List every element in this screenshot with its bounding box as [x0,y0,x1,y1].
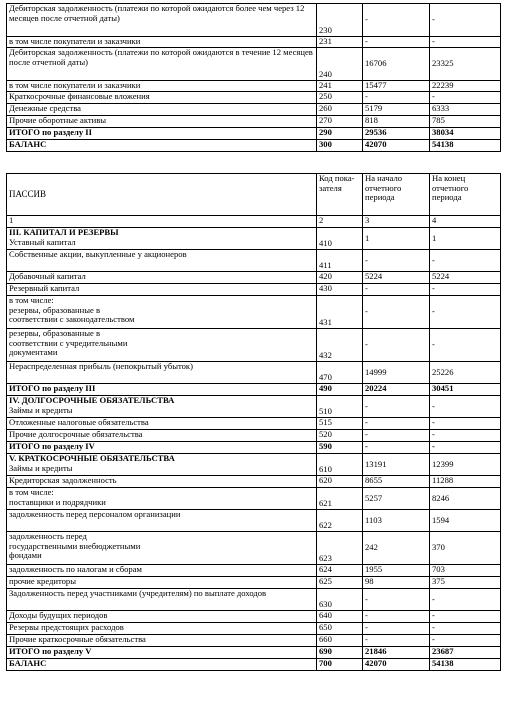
row-code: 624 [317,565,363,577]
table-row [7,362,501,384]
row-label: Нераспределенная прибыль (непокрытый убыток) [7,362,317,384]
row-code: 250 [317,92,363,104]
row-end-value: 5224 [430,272,501,284]
row-end-value: 23325 [430,48,501,81]
row-code: 623 [317,532,363,565]
row-start-value: - [363,284,430,296]
table-row [7,384,501,396]
table-row [7,454,501,476]
row-code: 515 [317,418,363,430]
row-label: Добавочный капитал [7,272,317,284]
table-row [7,532,501,565]
row-label: БАЛАНС [7,659,317,671]
row-end-value: 375 [430,577,501,589]
row-label: задолженность перед государственными внебюджетными фондами [7,532,317,565]
row-code: 430 [317,284,363,296]
row-label: Прочие краткосрочные обязательства [7,635,317,647]
row-end-value: - [430,37,501,48]
row-start-value: 5224 [363,272,430,284]
row-code: 230 [317,4,363,37]
row-label [7,454,317,476]
row-label: в том числе: резервы, образованные в соответствии с законодательством [7,296,317,329]
row-label: Резервы предстоящих расходов [7,623,317,635]
table-row [7,430,501,442]
row-start-value: - [363,611,430,623]
row-end-value: 12399 [430,454,501,476]
row-start-value: 242 [363,532,430,565]
row-start-value: - [363,92,430,104]
row-code: 620 [317,476,363,488]
row-start-value: - [363,418,430,430]
row-end-value: 25226 [430,362,501,384]
table-row [7,577,501,589]
row-code: 621 [317,488,363,510]
row-code: 610 [317,454,363,476]
table-row [7,4,501,37]
section-first-item: Займы и кредиты [9,404,73,415]
row-code: 231 [317,37,363,48]
row-start-value: 1103 [363,510,430,532]
row-end-value: - [430,442,501,454]
table-row [7,611,501,623]
row-start-value: 13191 [363,454,430,476]
table-row [7,296,501,329]
row-end-value: - [430,329,501,362]
row-code: 625 [317,577,363,589]
table-row [7,623,501,635]
table-row [7,589,501,611]
row-code: 700 [317,659,363,671]
row-label [7,396,317,418]
column-number-row [7,216,501,228]
table-row [7,128,501,140]
row-code: 290 [317,128,363,140]
row-label: Прочие долгосрочные обязательства [7,430,317,442]
row-end-value: 1594 [430,510,501,532]
row-code: 490 [317,384,363,396]
row-label: прочие кредиторы [7,577,317,589]
row-code: 470 [317,362,363,384]
row-start-value: - [363,37,430,48]
table-row [7,116,501,128]
table-row [7,635,501,647]
column-number-3: 3 [363,216,430,228]
row-start-value: 21846 [363,647,430,659]
row-start-value: 98 [363,577,430,589]
row-end-value: - [430,611,501,623]
row-label: в том числе покупатели и заказчики [7,81,317,92]
header-end: На конец отчетного периода [430,174,501,216]
row-label: ИТОГО по разделу II [7,128,317,140]
row-end-value: 6333 [430,104,501,116]
row-label: Задолженность перед участниками (учредителям) по выплате доходов [7,589,317,611]
row-start-value: - [363,635,430,647]
row-end-value: 703 [430,565,501,577]
table-row [7,104,501,116]
row-start-value: 20224 [363,384,430,396]
header-code: Код пока-зателя [317,174,363,216]
row-end-value: 370 [430,532,501,565]
row-label: Прочие оборотные активы [7,116,317,128]
row-code: 431 [317,296,363,329]
row-code: 660 [317,635,363,647]
row-code: 520 [317,430,363,442]
row-start-value: 8655 [363,476,430,488]
row-end-value: 54138 [430,140,501,152]
row-label: Денежные средства [7,104,317,116]
row-code: 420 [317,272,363,284]
row-label: Собственные акции, выкупленные у акционеров [7,250,317,272]
assets-table [6,3,501,152]
row-end-value: 11288 [430,476,501,488]
row-code: 510 [317,396,363,418]
table-row [7,442,501,454]
row-label: Дебиторская задолженность (платежи по которой ожидаются в течение 12 месяцев после отчетной даты) [7,48,317,81]
assets-table-body [7,4,501,152]
row-label: ИТОГО по разделу IV [7,442,317,454]
row-start-value: 42070 [363,140,430,152]
row-code: 690 [317,647,363,659]
section-first-item: Уставный капитал [9,236,76,247]
header-passive: ПАССИВ [7,174,317,216]
row-end-value: - [430,635,501,647]
row-code: 300 [317,140,363,152]
column-number-1: 1 [7,216,317,228]
row-start-value: - [363,623,430,635]
liabilities-table-body [7,174,501,671]
row-label: в том числе: поставщики и подрядчики [7,488,317,510]
row-code: 650 [317,623,363,635]
row-end-value: - [430,430,501,442]
table-row [7,228,501,250]
row-end-value: 30451 [430,384,501,396]
row-code: 260 [317,104,363,116]
header-start: На начало отчетного периода [363,174,430,216]
row-end-value: 8246 [430,488,501,510]
row-label: Резервный капитал [7,284,317,296]
row-start-value: 29536 [363,128,430,140]
row-start-value: 1 [363,228,430,250]
table-row [7,659,501,671]
row-start-value: 16706 [363,48,430,81]
liabilities-table [6,173,501,671]
row-end-value: 22239 [430,81,501,92]
table-row [7,329,501,362]
row-label: в том числе покупатели и заказчики [7,37,317,48]
table-row [7,140,501,152]
row-start-value: - [363,442,430,454]
row-code: 590 [317,442,363,454]
row-label: задолженность перед персоналом организации [7,510,317,532]
row-code: 640 [317,611,363,623]
row-start-value: - [363,296,430,329]
row-label: Дебиторская задолженность (платежи по которой ожидаются более чем через 12 месяцев после отчетной даты) [7,4,317,37]
table-row [7,565,501,577]
row-code: 630 [317,589,363,611]
row-code: 622 [317,510,363,532]
row-label: резервы, образованные в соответствии с учредительными документами [7,329,317,362]
row-end-value: 23687 [430,647,501,659]
row-start-value: 14999 [363,362,430,384]
row-label: ИТОГО по разделу III [7,384,317,396]
table-row [7,37,501,48]
row-end-value: - [430,396,501,418]
row-end-value: - [430,589,501,611]
row-end-value: - [430,296,501,329]
row-code: 240 [317,48,363,81]
row-label: ИТОГО по разделу V [7,647,317,659]
row-start-value: - [363,250,430,272]
section-title: V. КРАТКОСРОЧНЫЕ ОБЯЗАТЕЛЬСТВА [9,453,175,463]
row-end-value: - [430,92,501,104]
row-label: БАЛАНС [7,140,317,152]
row-code: 411 [317,250,363,272]
row-start-value: - [363,396,430,418]
table-row [7,418,501,430]
table-row [7,250,501,272]
row-label [7,228,317,250]
row-end-value: - [430,284,501,296]
row-end-value: 785 [430,116,501,128]
table-row [7,476,501,488]
section-first-item: Займы и кредиты [9,462,73,473]
row-label: Кредиторская задолженность [7,476,317,488]
table-row [7,48,501,81]
row-label: задолженность по налогам и сборам [7,565,317,577]
row-end-value: - [430,623,501,635]
row-end-value: 54138 [430,659,501,671]
row-label: Доходы будущих периодов [7,611,317,623]
table-row [7,284,501,296]
row-start-value: 5179 [363,104,430,116]
column-number-4: 4 [430,216,501,228]
header-row [7,174,501,216]
row-start-value: - [363,430,430,442]
column-number-2: 2 [317,216,363,228]
row-end-value: 38034 [430,128,501,140]
row-start-value: - [363,4,430,37]
row-code: 241 [317,81,363,92]
row-code: 410 [317,228,363,250]
table-row [7,396,501,418]
row-start-value: 5257 [363,488,430,510]
row-start-value: 1955 [363,565,430,577]
row-label: Краткосрочные финансовые вложения [7,92,317,104]
row-start-value: - [363,589,430,611]
table-row [7,92,501,104]
table-row [7,272,501,284]
row-end-value: 1 [430,228,501,250]
row-label: Отложенные налоговые обязательства [7,418,317,430]
row-code: 270 [317,116,363,128]
row-start-value: - [363,329,430,362]
row-end-value: - [430,4,501,37]
row-end-value: - [430,418,501,430]
row-end-value: - [430,250,501,272]
table-row [7,647,501,659]
row-start-value: 42070 [363,659,430,671]
section-title: IV. ДОЛГОСРОЧНЫЕ ОБЯЗАТЕЛЬСТВА [9,395,175,405]
table-row [7,488,501,510]
table-row [7,510,501,532]
row-code: 432 [317,329,363,362]
row-start-value: 818 [363,116,430,128]
table-row [7,81,501,92]
section-title: III. КАПИТАЛ И РЕЗЕРВЫ [9,227,119,237]
row-start-value: 15477 [363,81,430,92]
